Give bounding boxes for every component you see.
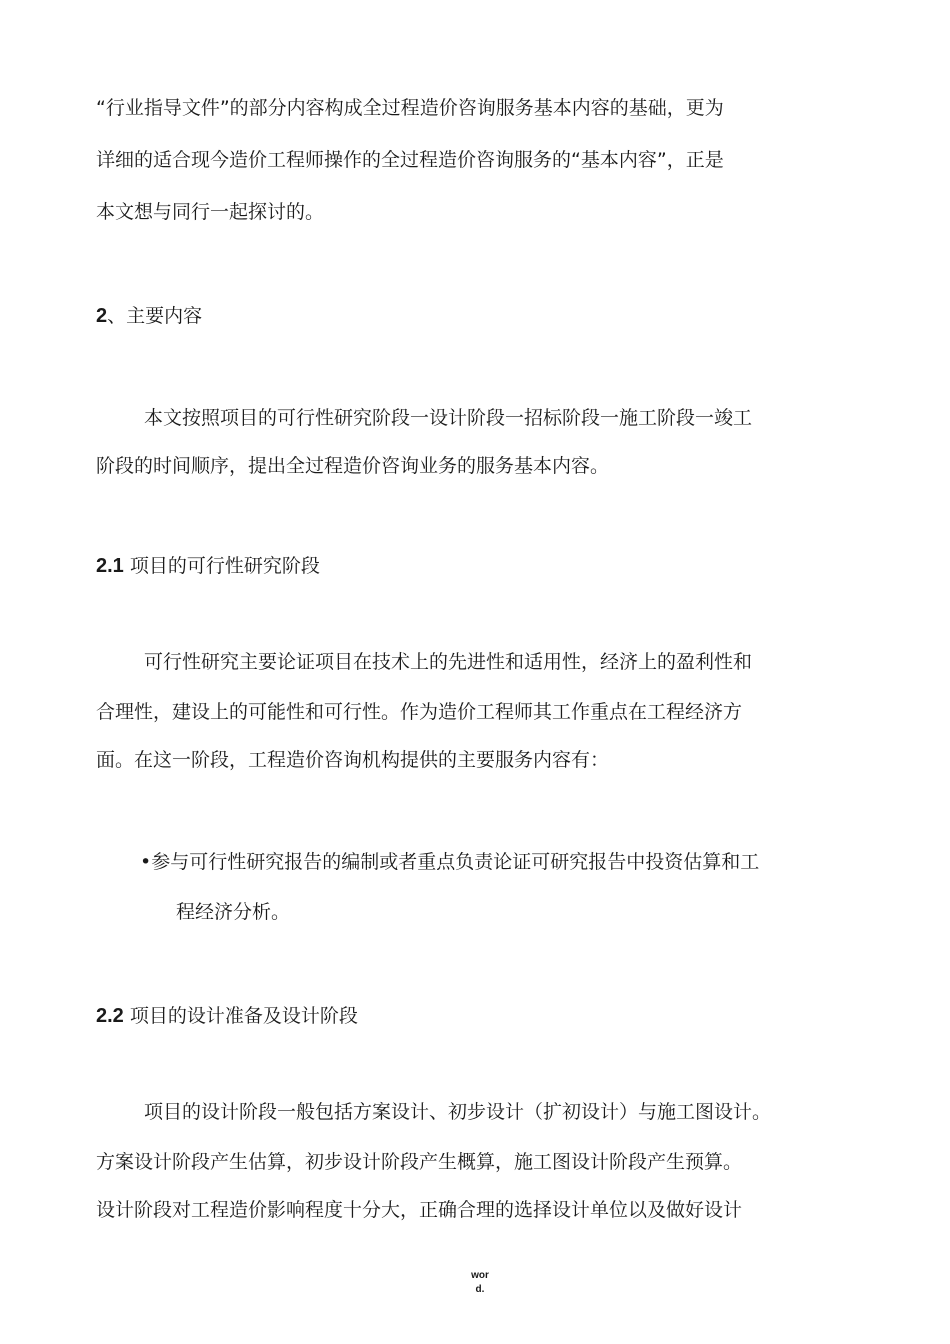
section-2-2-number: 2.2 [96,1005,124,1027]
section-2-2-title: 项目的设计准备及设计阶段 [123,1005,358,1027]
footer-line-1: wor [471,1270,489,1281]
intro-line-1: “行业指导文件”的部分内容构成全过程造价咨询服务基本内容的基础，更为 [96,97,724,119]
section-2-2-para-line-1: 项目的设计阶段一般包括方案设计、初步设计（扩初设计）与施工图设计。 [144,1101,772,1123]
section-2-2-para-line-3: 设计阶段对工程造价影响程度十分大，正确合理的选择设计单位以及做好设计 [96,1199,743,1221]
section-2-1-para-line-3: 面。在这一阶段，工程造价咨询机构提供的主要服务内容有： [96,749,610,771]
section-2-1-bullet-line-1: •参与可行性研究报告的编制或者重点负责论证可研究报告中投资估算和工 [140,851,760,873]
section-2-heading [96,301,886,331]
section-2-2-para-line-2: 方案设计阶段产生估算，初步设计阶段产生概算，施工图设计阶段产生预算。 [96,1151,743,1173]
footer-line-2: d. [475,1284,485,1295]
section-2-para-line-1: 本文按照项目的可行性研究阶段一设计阶段一招标阶段一施工阶段一竣工 [144,407,753,429]
section-2-1-para-line-1: 可行性研究主要论证项目在技术上的先进性和适用性，经济上的盈利性和 [144,651,753,673]
intro-line-2: 详细的适合现今造价工程师操作的全过程造价咨询服务的“基本内容”，正是 [96,149,724,171]
section-2-1-heading [96,551,886,581]
section-2-2-heading [96,1001,886,1031]
section-2-1-number: 2.1 [96,555,124,577]
section-2-title: 、主要内容 [107,305,203,327]
intro-line-3: 本文想与同行一起探讨的。 [96,201,325,223]
section-2-number: 2 [96,305,108,327]
section-2-para-line-2: 阶段的时间顺序，提出全过程造价咨询业务的服务基本内容。 [96,455,610,477]
page-footer [440,1269,520,1297]
section-2-1-title: 项目的可行性研究阶段 [123,555,320,577]
section-2-1-para-line-2: 合理性，建设上的可能性和可行性。作为造价工程师其工作重点在工程经济方 [96,701,743,723]
section-2-1-bullet-line-2: 程经济分析。 [176,901,291,923]
